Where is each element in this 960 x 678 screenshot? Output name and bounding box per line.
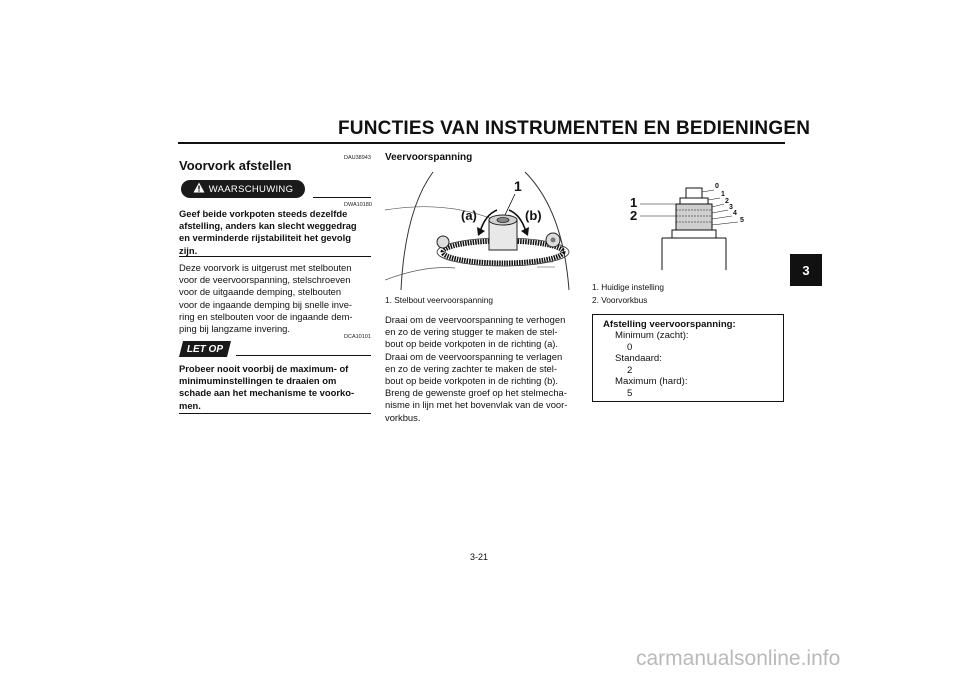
warning-rule-bottom [179,256,371,257]
section-title: Voorvork afstellen [179,158,292,173]
spec-min-label: Minimum (zacht): [615,330,689,341]
subsection-heading: Veervoorspanning [385,152,473,163]
fork-bolt-figure [385,170,577,290]
adjuster-diagram [620,180,760,270]
caution-label: LET OP [186,343,224,355]
body-line: vorkbus. [385,411,421,423]
diagram-caption-2: 2. Voorvorkbus [592,295,648,305]
body-line: Breng de gewenste groef op het stelmecha- [385,387,567,399]
tick-label: 3 [729,204,733,211]
spec-max-value: 5 [627,387,633,399]
caution-code: DCA10101 [344,334,371,340]
procedure-paragraph [385,314,577,424]
body-line: ping bij langzame invering. [179,323,291,335]
caution-line: schade aan het mechanisme te voorko- [179,387,355,399]
diagram-label-1: 1 [630,195,638,210]
warning-code: DWA10180 [344,202,372,208]
body-line: en zo de vering stugger te maken de stel- [385,326,558,338]
tick-label: 4 [733,210,737,217]
caution-line: minimuminstellingen te draaien om [179,375,337,387]
body-line: Deze voorvork is uitgerust met stelbouten [179,262,352,273]
warning-rule-top [313,197,371,198]
tick-label: 2 [725,198,729,205]
spec-min-value: 0 [627,341,633,353]
page-number: 3-21 [470,552,489,562]
spec-max-label: Maximum (hard): [615,376,688,388]
caution-badge [179,341,231,357]
fork-bolt-illustration [385,170,577,290]
header-rule [178,142,785,144]
caution-rule-top [236,355,371,356]
body-line: Draai om de veervoorspanning te verlagen [385,350,563,362]
tick-label: 0 [715,183,719,190]
warning-line: afstelling, anders kan slecht weggedrag [179,220,357,232]
section-code: DAU38943 [344,155,371,161]
watermark: carmanualsonline.info [636,647,841,670]
body-line: en zo de vering zachter te maken de stel- [385,362,557,374]
page-header-title: FUNCTIES VAN INSTRUMENTEN EN BEDIENINGEN [338,118,811,139]
warning-line: Geef beide vorkpoten steeds dezelfde [179,208,348,219]
caution-line: men. [179,399,201,411]
warning-triangle-icon [193,180,205,198]
body-line: Draai om de veervoorspanning te verhogen [385,314,566,325]
figure-caption: 1. Stelbout veervoorspanning [385,295,493,305]
warning-text [179,208,371,257]
figure-label-1: 1 [514,178,522,194]
body-line: bout op beide vorkpoten in de richting (a). [385,338,559,350]
chapter-tab: 3 [790,254,822,286]
diagram-caption-1: 1. Huidige instelling [592,282,664,292]
body-line: bout op beide vorkpoten in de richting (b). [385,375,559,387]
adjuster-illustration [620,180,760,270]
diagram-label-2: 2 [630,208,638,223]
caution-line: Probeer nooit voorbij de maximum- of [179,363,349,374]
spec-box [592,314,784,402]
spec-std-value: 2 [627,364,633,376]
body-line: voor de uitgaande demping, stelbouten [179,286,342,298]
body-line: nisme in lijn met het bovenvlak van de voor- [385,399,568,411]
caution-text [179,363,371,412]
body-line: voor de ingaande demping bij snelle inve- [179,298,353,310]
warning-label: WAARSCHUWING [208,183,294,195]
intro-paragraph [179,262,371,335]
body-line: voor de veervoorspanning, stelschroeven [179,274,351,286]
spec-std-label: Standaard: [615,353,662,365]
warning-badge [181,180,305,198]
warning-line: en verminderde rijstabiliteit het gevolg [179,232,351,244]
warning-line: zijn. [179,244,198,256]
figure-label-a: (a) [461,208,477,223]
body-line: ring en stelbouten voor de ingaande dem- [179,310,353,322]
caution-rule-bottom [179,413,371,414]
spec-title: Afstelling veervoorspanning: [603,319,736,330]
tick-label: 5 [740,217,744,224]
tick-label: 1 [721,191,725,198]
figure-label-b: (b) [525,208,542,223]
